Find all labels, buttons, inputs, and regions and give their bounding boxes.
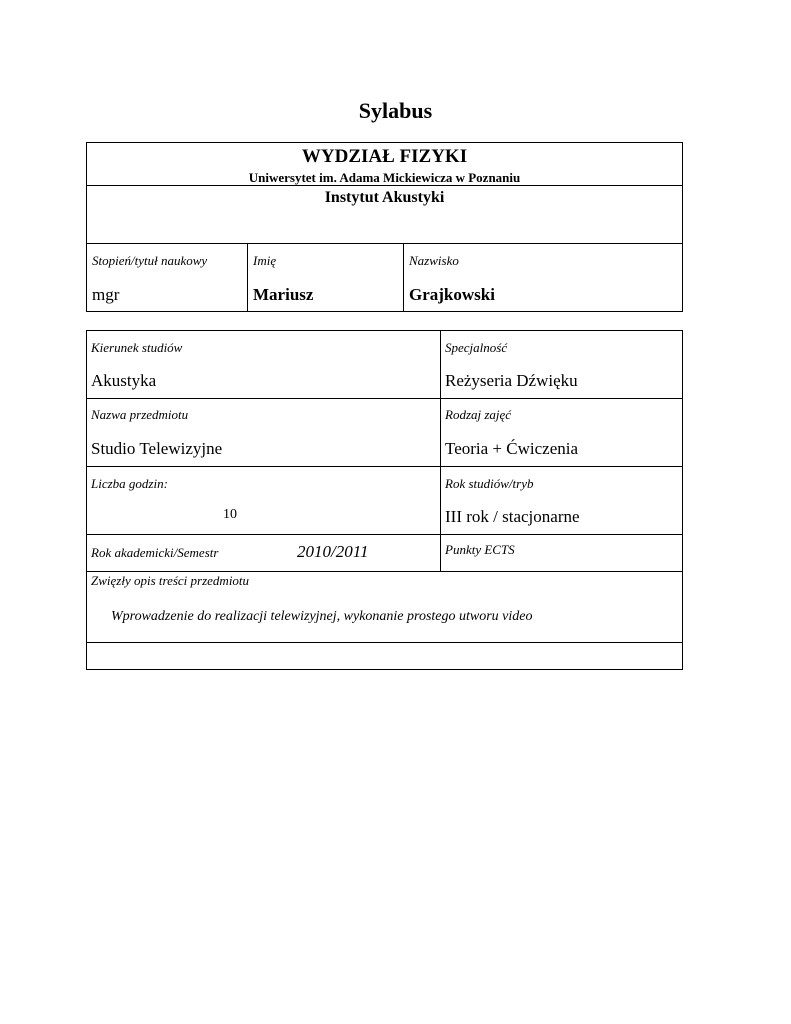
hours-value: 10 bbox=[223, 507, 237, 522]
class-type-label: Rodzaj zajęć bbox=[445, 407, 512, 422]
column-divider bbox=[440, 331, 441, 571]
specialty-value: Reżyseria Dźwięku bbox=[445, 371, 578, 390]
last-name-value: Grajkowski bbox=[409, 285, 495, 304]
column-divider bbox=[247, 243, 248, 312]
column-divider bbox=[403, 243, 404, 312]
subject-label: Nazwa przedmiotu bbox=[91, 407, 189, 422]
direction-label: Kierunek studiów bbox=[91, 340, 183, 355]
divider bbox=[87, 466, 682, 467]
faculty-person-table bbox=[86, 142, 683, 312]
divider bbox=[87, 642, 682, 643]
first-name-label: Imię bbox=[253, 253, 277, 268]
page-title: Sylabus bbox=[358, 98, 433, 123]
divider bbox=[87, 571, 682, 572]
institute-name: Instytut Akustyki bbox=[324, 189, 445, 206]
academic-year-value: 2010/2011 bbox=[297, 542, 369, 561]
year-mode-label: Rok studiów/tryb bbox=[445, 476, 534, 491]
class-type-value: Teoria + Ćwiczenia bbox=[445, 439, 579, 458]
divider bbox=[87, 534, 682, 535]
direction-value: Akustyka bbox=[91, 371, 157, 390]
description-label: Zwięzły opis treści przedmiotu bbox=[91, 573, 250, 588]
hours-label: Liczba godzin: bbox=[91, 476, 168, 491]
specialty-label: Specjalność bbox=[445, 340, 508, 355]
subject-value: Studio Telewizyjne bbox=[91, 439, 223, 458]
year-mode-value: III rok / stacjonarne bbox=[445, 507, 580, 526]
faculty-name: WYDZIAŁ FIZYKI bbox=[301, 146, 468, 167]
course-table bbox=[86, 330, 683, 670]
first-name-value: Mariusz bbox=[253, 285, 314, 304]
degree-value: mgr bbox=[92, 285, 120, 304]
divider bbox=[87, 243, 682, 244]
university-name: Uniwersytet im. Adama Mickiewicza w Poznaniu bbox=[248, 170, 521, 185]
last-name-label: Nazwisko bbox=[409, 253, 459, 268]
academic-year-label: Rok akademicki/Semestr bbox=[91, 545, 219, 560]
description-value: Wprowadzenie do realizacji telewizyjnej, wykonanie prostego utworu video bbox=[111, 609, 533, 624]
divider bbox=[87, 398, 682, 399]
divider bbox=[87, 185, 682, 186]
ects-label: Punkty ECTS bbox=[445, 542, 515, 557]
degree-label: Stopień/tytuł naukowy bbox=[92, 253, 208, 268]
